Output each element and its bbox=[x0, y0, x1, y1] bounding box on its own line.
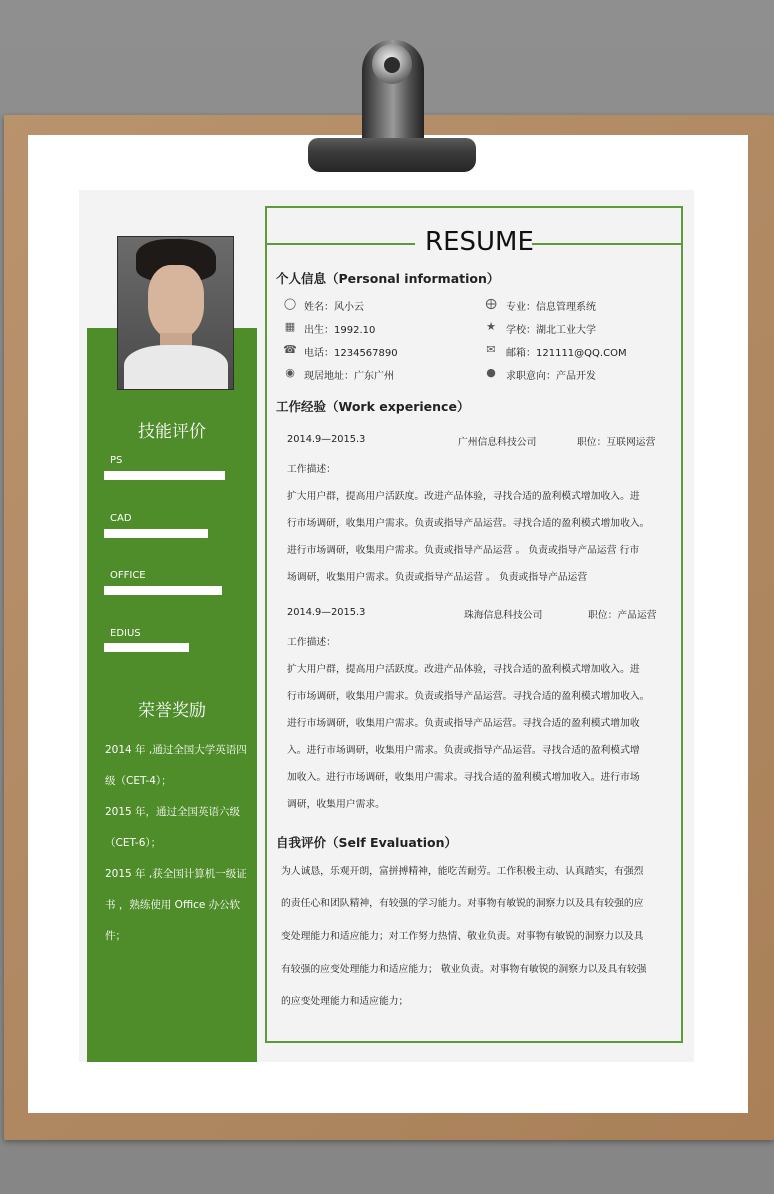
award-line: 2015 年 ,获全国计算机一级证 bbox=[105, 868, 247, 880]
self-line: 的应变处理能力和适应能力； bbox=[281, 996, 409, 1007]
job-company: 珠海信息科技公司 bbox=[464, 610, 543, 621]
job-desc-label: 工作描述： bbox=[287, 464, 336, 475]
job-desc-line: 调研，收集用户需求。 bbox=[287, 799, 385, 810]
job-desc-line: 扩大用户群，提高用户活跃度。改进产品体验，寻找合适的盈利模式增加收入。进 bbox=[287, 491, 640, 502]
clip-hole bbox=[384, 57, 400, 73]
job-desc-line: 扩大用户群，提高用户活跃度。改进产品体验，寻找合适的盈利模式增加收入。进 bbox=[287, 664, 640, 675]
job-position: 职位：产品运营 bbox=[588, 610, 657, 621]
job-desc-line: 入。进行市场调研，收集用户需求。负责或指导产品运营。寻找合适的盈利模式增 bbox=[287, 745, 640, 756]
profile-photo bbox=[117, 236, 234, 390]
award-line: 级（CET-4）； bbox=[105, 775, 172, 787]
info-address: 现居地址：广东广州 bbox=[304, 371, 394, 382]
skill-label: PS bbox=[110, 455, 123, 466]
mail-icon: ✉ bbox=[486, 343, 496, 356]
target-icon: ⨁ bbox=[485, 297, 497, 310]
award-line: （CET-6）； bbox=[105, 837, 162, 849]
info-phone: 电话：1234567890 bbox=[304, 348, 398, 359]
self-line: 变处理能力和适应能力；对工作努力热情、敬业负责。对事物有敏锐的洞察力以及具 bbox=[281, 931, 644, 942]
skill-bar bbox=[104, 643, 189, 652]
info-name: 姓名：风小云 bbox=[304, 302, 364, 313]
job-position: 职位：互联网运营 bbox=[577, 437, 656, 448]
skill-bar bbox=[104, 586, 222, 595]
info-birth: 出生：1992.10 bbox=[304, 325, 376, 336]
info-school: 学校：湖北工业大学 bbox=[506, 325, 596, 336]
award-line: 书 ，熟练使用 Office 办公软 bbox=[105, 899, 241, 911]
location-icon: ◉ bbox=[285, 366, 295, 379]
award-line: 2014 年 ,通过全国大学英语四 bbox=[105, 744, 247, 756]
job-desc-line: 行市场调研，收集用户需求。负责或指导产品运营。寻找合适的盈利模式增加收入。 bbox=[287, 518, 650, 529]
job-desc-label: 工作描述： bbox=[287, 637, 336, 648]
personal-heading: 个人信息（Personal information） bbox=[276, 271, 500, 286]
skills-title: 技能评价 bbox=[138, 422, 206, 442]
skill-label: OFFICE bbox=[110, 570, 146, 581]
job-icon: ● bbox=[486, 366, 496, 379]
phone-icon: ☎ bbox=[283, 343, 297, 356]
binder-clip bbox=[308, 138, 476, 172]
job-period: 2014.9—2015.3 bbox=[287, 434, 366, 445]
job-desc-line: 进行市场调研，收集用户需求。负责或指导产品运营。寻找合适的盈利模式增加收 bbox=[287, 718, 640, 729]
award-line: 件； bbox=[105, 930, 126, 942]
self-line: 的责任心和团队精神，有较强的学习能力。对事物有敏锐的洞察力以及具有较强的应 bbox=[281, 898, 644, 909]
work-heading: 工作经验（Work experience） bbox=[276, 399, 470, 414]
skill-label: EDIUS bbox=[110, 628, 141, 639]
job-company: 广州信息科技公司 bbox=[458, 437, 537, 448]
job-desc-line: 行市场调研，收集用户需求。负责或指导产品运营。寻找合适的盈利模式增加收入。 bbox=[287, 691, 650, 702]
self-line: 有较强的应变处理能力和适应能力； 敬业负责。对事物有敏锐的洞察力以及具有较强 bbox=[281, 964, 647, 975]
skill-bar bbox=[104, 471, 225, 480]
info-intent: 求职意向：产品开发 bbox=[506, 371, 596, 382]
school-icon: ★ bbox=[486, 320, 496, 333]
awards-title: 荣誉奖励 bbox=[138, 701, 206, 721]
title-rule-left bbox=[267, 243, 415, 245]
self-line: 为人诚恳，乐观开朗，富拼搏精神，能吃苦耐劳。工作积极主动、认真踏实，有强烈 bbox=[281, 866, 644, 877]
info-email: 邮箱：121111@QQ.COM bbox=[506, 348, 627, 359]
info-major: 专业：信息管理系统 bbox=[506, 302, 596, 313]
title-rule-right bbox=[532, 243, 681, 245]
resume-title: RESUME bbox=[425, 227, 534, 257]
job-period: 2014.9—2015.3 bbox=[287, 607, 366, 618]
self-heading: 自我评价（Self Evaluation） bbox=[276, 835, 458, 850]
job-desc-line: 加收入。进行市场调研，收集用户需求。寻找合适的盈利模式增加收入。进行市场 bbox=[287, 772, 640, 783]
job-desc-line: 场调研，收集用户需求。负责或指导产品运营 。 负责或指导产品运营 bbox=[287, 572, 588, 583]
calendar-icon: ▦ bbox=[284, 320, 296, 333]
award-line: 2015 年，通过全国英语六级 bbox=[105, 806, 241, 818]
skill-label: CAD bbox=[110, 513, 132, 524]
person-icon: ◯ bbox=[283, 297, 297, 310]
skill-bar bbox=[104, 529, 208, 538]
job-desc-line: 进行市场调研，收集用户需求。负责或指导产品运营 。 负责或指导产品运营 行市 bbox=[287, 545, 640, 556]
